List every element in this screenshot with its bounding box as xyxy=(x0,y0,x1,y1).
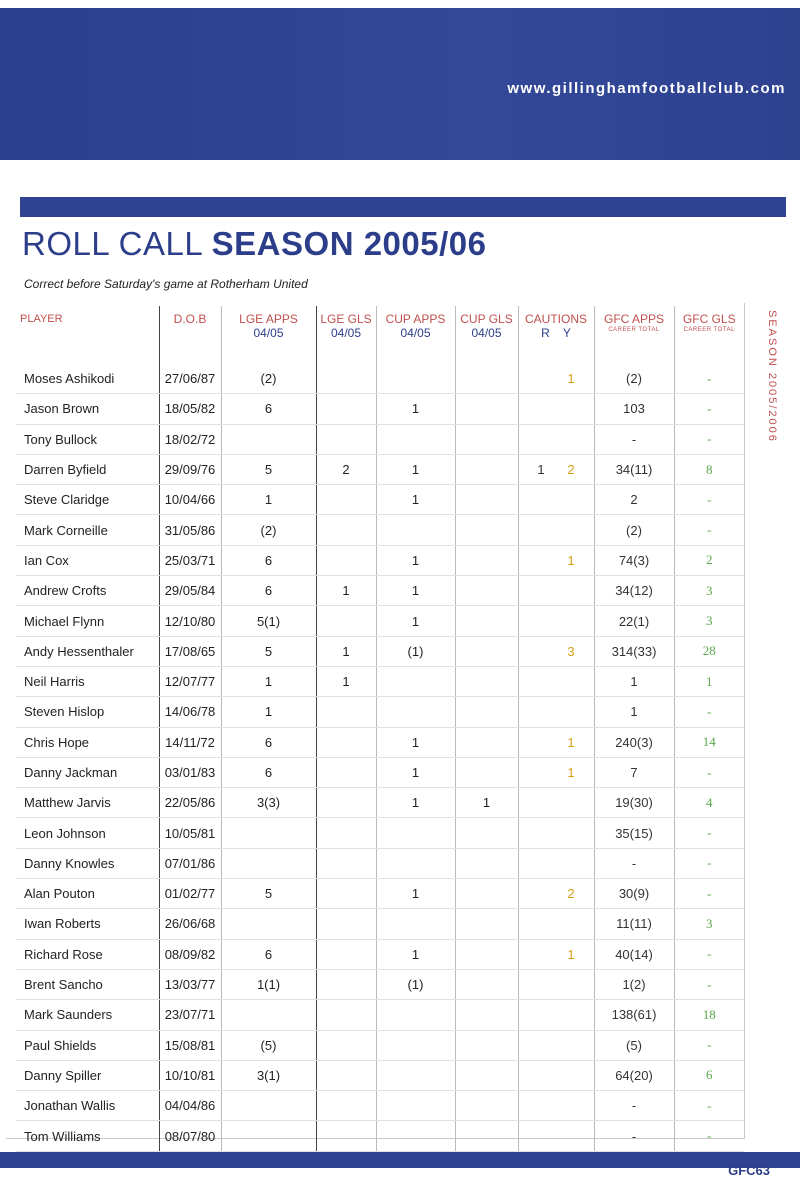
player-name: Moses Ashikodi xyxy=(16,364,159,394)
cup-gls xyxy=(455,1000,518,1030)
cautions xyxy=(518,1060,594,1090)
gfc-gls: - xyxy=(674,1030,744,1060)
gfc-gls: 28 xyxy=(674,636,744,666)
lge-gls: 1 xyxy=(316,636,376,666)
gfc-gls: 4 xyxy=(674,788,744,818)
player-name: Steven Hislop xyxy=(16,697,159,727)
gfc-gls: - xyxy=(674,394,744,424)
lge-apps xyxy=(221,818,316,848)
cup-gls xyxy=(455,545,518,575)
lge-apps: 3(1) xyxy=(221,1060,316,1090)
cup-apps: (1) xyxy=(376,636,455,666)
cautions xyxy=(518,1000,594,1030)
player-name: Brent Sancho xyxy=(16,969,159,999)
gfc-apps: 40(14) xyxy=(594,939,674,969)
cup-apps: 1 xyxy=(376,757,455,787)
player-name: Danny Knowles xyxy=(16,848,159,878)
gfc-gls: 18 xyxy=(674,1000,744,1030)
title-part-2: SEASON 2005/06 xyxy=(211,225,487,262)
gfc-apps: 314(33) xyxy=(594,636,674,666)
cup-apps: 1 xyxy=(376,879,455,909)
lge-apps xyxy=(221,1121,316,1151)
cautions xyxy=(518,1091,594,1121)
side-label: SEASON 2005/2006 xyxy=(766,310,778,443)
header-cup-gls: CUP GLS 04/05 xyxy=(455,306,518,364)
cautions xyxy=(518,515,594,545)
cup-gls xyxy=(455,879,518,909)
lge-apps: 6 xyxy=(221,939,316,969)
page-title xyxy=(22,225,486,263)
cup-apps xyxy=(376,848,455,878)
gfc-gls: - xyxy=(674,848,744,878)
cup-gls: 1 xyxy=(455,788,518,818)
gfc-apps: - xyxy=(594,1121,674,1151)
header-cautions: CAUTIONS R Y xyxy=(518,306,594,364)
player-dob: 08/07/80 xyxy=(159,1121,221,1151)
player-dob: 13/03/77 xyxy=(159,969,221,999)
lge-apps: 6 xyxy=(221,394,316,424)
cautions xyxy=(518,636,594,666)
lge-gls xyxy=(316,1091,376,1121)
lge-gls xyxy=(316,788,376,818)
player-dob: 22/05/86 xyxy=(159,788,221,818)
cup-gls xyxy=(455,757,518,787)
header-gfc-apps: GFC APPS CAREER TOTAL xyxy=(594,306,674,364)
cautions xyxy=(518,788,594,818)
header-dob: D.O.B xyxy=(159,306,221,364)
table-row xyxy=(16,879,744,909)
lge-gls xyxy=(316,879,376,909)
title-part-1: ROLL CALL xyxy=(22,225,212,262)
cup-apps xyxy=(376,1121,455,1151)
lge-apps: 3(3) xyxy=(221,788,316,818)
cup-gls xyxy=(455,424,518,454)
gfc-gls: 6 xyxy=(674,1060,744,1090)
cup-gls xyxy=(455,576,518,606)
lge-gls xyxy=(316,606,376,636)
table-row xyxy=(16,1121,744,1151)
lge-gls xyxy=(316,939,376,969)
player-dob: 04/04/86 xyxy=(159,1091,221,1121)
cup-gls xyxy=(455,818,518,848)
gfc-gls: - xyxy=(674,969,744,999)
cautions xyxy=(518,394,594,424)
player-name: Jonathan Wallis xyxy=(16,1091,159,1121)
header-lge-apps: LGE APPS 04/05 xyxy=(221,306,316,364)
lge-apps: 6 xyxy=(221,757,316,787)
player-name: Jason Brown xyxy=(16,394,159,424)
cautions xyxy=(518,939,594,969)
caution-yellow: 3 xyxy=(567,643,575,659)
lge-gls: 1 xyxy=(316,666,376,696)
player-dob: 10/05/81 xyxy=(159,818,221,848)
table-row xyxy=(16,364,744,394)
lge-gls xyxy=(316,818,376,848)
lge-apps: 5(1) xyxy=(221,606,316,636)
player-name: Ian Cox xyxy=(16,545,159,575)
cup-gls xyxy=(455,848,518,878)
player-dob: 23/07/71 xyxy=(159,1000,221,1030)
gfc-gls: 1 xyxy=(674,666,744,696)
table-row xyxy=(16,545,744,575)
player-name: Danny Spiller xyxy=(16,1060,159,1090)
table-body xyxy=(16,364,744,1151)
gfc-gls: 3 xyxy=(674,606,744,636)
cautions xyxy=(518,545,594,575)
table-row xyxy=(16,485,744,515)
cup-apps xyxy=(376,515,455,545)
cup-gls xyxy=(455,1030,518,1060)
gfc-apps: 11(11) xyxy=(594,909,674,939)
cautions xyxy=(518,909,594,939)
club-url[interactable]: www.gillinghamfootballclub.com xyxy=(507,80,786,97)
caution-red: 1 xyxy=(537,462,545,478)
header-gfc-gls: GFC GLS CAREER TOTAL xyxy=(682,312,736,333)
player-name: Leon Johnson xyxy=(16,818,159,848)
header-cup-apps: CUP APPS 04/05 xyxy=(376,306,455,364)
cup-gls xyxy=(455,1060,518,1090)
lge-gls xyxy=(316,515,376,545)
lge-apps: (5) xyxy=(221,1030,316,1060)
table-row xyxy=(16,454,744,484)
roll-call-table xyxy=(16,306,744,1152)
table-row xyxy=(16,818,744,848)
table-row xyxy=(16,909,744,939)
gfc-apps: 7 xyxy=(594,757,674,787)
gfc-gls: - xyxy=(674,757,744,787)
cup-gls xyxy=(455,364,518,394)
player-dob: 07/01/86 xyxy=(159,848,221,878)
player-dob: 01/02/77 xyxy=(159,879,221,909)
lge-apps xyxy=(221,848,316,878)
player-name: Chris Hope xyxy=(16,727,159,757)
player-name: Neil Harris xyxy=(16,666,159,696)
gfc-gls: 14 xyxy=(674,727,744,757)
cup-gls xyxy=(455,394,518,424)
caution-yellow: 2 xyxy=(567,886,575,902)
lge-gls xyxy=(316,697,376,727)
table-row xyxy=(16,1030,744,1060)
gfc-apps: - xyxy=(594,424,674,454)
gfc-gls: - xyxy=(674,818,744,848)
table-row xyxy=(16,757,744,787)
header-player: PLAYER xyxy=(16,306,159,364)
caution-yellow: 1 xyxy=(567,765,575,780)
table-row xyxy=(16,1000,744,1030)
table-header-row xyxy=(16,306,744,364)
lge-apps: 1 xyxy=(221,697,316,727)
lge-gls xyxy=(316,364,376,394)
cup-apps: 1 xyxy=(376,454,455,484)
lge-apps xyxy=(221,909,316,939)
cup-apps: 1 xyxy=(376,485,455,515)
player-name: Alan Pouton xyxy=(16,879,159,909)
lge-apps: 5 xyxy=(221,879,316,909)
table-row xyxy=(16,697,744,727)
cup-apps: 1 xyxy=(376,939,455,969)
player-dob: 15/08/81 xyxy=(159,1030,221,1060)
cautions xyxy=(518,454,594,484)
lge-gls xyxy=(316,727,376,757)
table-row xyxy=(16,576,744,606)
lge-gls xyxy=(316,485,376,515)
cup-gls xyxy=(455,1121,518,1151)
player-name: Richard Rose xyxy=(16,939,159,969)
gfc-apps: 103 xyxy=(594,394,674,424)
gfc-gls: - xyxy=(674,364,744,394)
lge-apps: 6 xyxy=(221,727,316,757)
player-dob: 17/08/65 xyxy=(159,636,221,666)
player-name: Darren Byfield xyxy=(16,454,159,484)
table-row xyxy=(16,969,744,999)
caution-yellow: 1 xyxy=(567,734,575,750)
header-band xyxy=(0,8,800,160)
gfc-apps: 1(2) xyxy=(594,969,674,999)
cup-gls xyxy=(455,1091,518,1121)
lge-gls xyxy=(316,1030,376,1060)
gfc-gls: 2 xyxy=(674,545,744,575)
player-name: Andy Hessenthaler xyxy=(16,636,159,666)
player-dob: 12/10/80 xyxy=(159,606,221,636)
table-row xyxy=(16,788,744,818)
gfc-apps: 64(20) xyxy=(594,1060,674,1090)
player-name: Andrew Crofts xyxy=(16,576,159,606)
cup-apps: 1 xyxy=(376,727,455,757)
gfc-apps: 35(15) xyxy=(594,818,674,848)
player-dob: 14/06/78 xyxy=(159,697,221,727)
table-row xyxy=(16,939,744,969)
gfc-gls: - xyxy=(674,939,744,969)
lge-apps: (2) xyxy=(221,515,316,545)
player-name: Michael Flynn xyxy=(16,606,159,636)
lge-gls xyxy=(316,1060,376,1090)
cup-apps xyxy=(376,1030,455,1060)
table-row xyxy=(16,848,744,878)
cautions xyxy=(518,1121,594,1151)
gfc-apps: 240(3) xyxy=(594,727,674,757)
footer-band xyxy=(0,1152,800,1168)
cautions xyxy=(518,666,594,696)
lge-apps: 5 xyxy=(221,454,316,484)
player-dob: 27/06/87 xyxy=(159,364,221,394)
gfc-apps: - xyxy=(594,1091,674,1121)
cup-apps xyxy=(376,666,455,696)
player-dob: 12/07/77 xyxy=(159,666,221,696)
cup-gls xyxy=(455,454,518,484)
gfc-apps: 19(30) xyxy=(594,788,674,818)
player-dob: 18/02/72 xyxy=(159,424,221,454)
cup-apps xyxy=(376,909,455,939)
cup-apps: 1 xyxy=(376,576,455,606)
cautions xyxy=(518,606,594,636)
player-dob: 26/06/68 xyxy=(159,909,221,939)
cautions xyxy=(518,485,594,515)
cup-gls xyxy=(455,939,518,969)
lge-gls: 2 xyxy=(316,454,376,484)
gfc-apps: 22(1) xyxy=(594,606,674,636)
cup-gls xyxy=(455,606,518,636)
table-row xyxy=(16,606,744,636)
player-dob: 29/09/76 xyxy=(159,454,221,484)
gfc-gls: - xyxy=(674,879,744,909)
cup-apps xyxy=(376,424,455,454)
lge-gls xyxy=(316,1121,376,1151)
cup-apps: 1 xyxy=(376,394,455,424)
player-dob: 31/05/86 xyxy=(159,515,221,545)
cautions xyxy=(518,818,594,848)
page-number: GFC63 xyxy=(728,1163,770,1178)
gfc-gls: 8 xyxy=(674,454,744,484)
table-row xyxy=(16,727,744,757)
player-name: Mark Corneille xyxy=(16,515,159,545)
cautions xyxy=(518,576,594,606)
player-name: Paul Shields xyxy=(16,1030,159,1060)
lge-gls xyxy=(316,394,376,424)
player-name: Tony Bullock xyxy=(16,424,159,454)
player-dob: 14/11/72 xyxy=(159,727,221,757)
cup-gls xyxy=(455,515,518,545)
gfc-apps: 74(3) xyxy=(594,545,674,575)
player-name: Danny Jackman xyxy=(16,757,159,787)
gfc-apps: 138(61) xyxy=(594,1000,674,1030)
cup-gls xyxy=(455,909,518,939)
cautions xyxy=(518,364,594,394)
player-dob: 08/09/82 xyxy=(159,939,221,969)
player-dob: 10/10/81 xyxy=(159,1060,221,1090)
table-row xyxy=(16,1091,744,1121)
cautions xyxy=(518,727,594,757)
cup-apps xyxy=(376,1091,455,1121)
cup-apps: 1 xyxy=(376,545,455,575)
player-name: Iwan Roberts xyxy=(16,909,159,939)
gfc-apps: 34(11) xyxy=(594,454,674,484)
caution-yellow: 2 xyxy=(567,462,575,478)
gfc-apps: 2 xyxy=(594,485,674,515)
gfc-apps: 1 xyxy=(594,697,674,727)
cup-apps xyxy=(376,697,455,727)
lge-apps xyxy=(221,424,316,454)
cup-apps: (1) xyxy=(376,969,455,999)
gfc-gls: - xyxy=(674,1091,744,1121)
table-row xyxy=(16,515,744,545)
player-dob: 03/01/83 xyxy=(159,757,221,787)
cup-apps xyxy=(376,818,455,848)
lge-apps: 5 xyxy=(221,636,316,666)
gfc-gls: 3 xyxy=(674,909,744,939)
gfc-apps: (5) xyxy=(594,1030,674,1060)
lge-gls xyxy=(316,1000,376,1030)
player-dob: 10/04/66 xyxy=(159,485,221,515)
cup-apps xyxy=(376,1060,455,1090)
lge-gls xyxy=(316,969,376,999)
cautions xyxy=(518,1030,594,1060)
player-dob: 25/03/71 xyxy=(159,545,221,575)
header-lge-gls: LGE GLS 04/05 xyxy=(316,306,376,364)
cautions xyxy=(518,969,594,999)
gfc-apps: 34(12) xyxy=(594,576,674,606)
gfc-apps: (2) xyxy=(594,364,674,394)
lge-gls xyxy=(316,545,376,575)
table-row xyxy=(16,1060,744,1090)
cup-apps: 1 xyxy=(376,788,455,818)
player-name: Tom Williams xyxy=(16,1121,159,1151)
table-row xyxy=(16,666,744,696)
gfc-apps: 1 xyxy=(594,666,674,696)
cautions xyxy=(518,879,594,909)
gfc-gls: - xyxy=(674,424,744,454)
player-name: Matthew Jarvis xyxy=(16,788,159,818)
cup-apps: 1 xyxy=(376,606,455,636)
gfc-apps: 30(9) xyxy=(594,879,674,909)
gfc-gls: - xyxy=(674,697,744,727)
cup-apps xyxy=(376,1000,455,1030)
lge-apps: 6 xyxy=(221,576,316,606)
cautions xyxy=(518,757,594,787)
lge-apps xyxy=(221,1091,316,1121)
lge-gls xyxy=(316,757,376,787)
cautions xyxy=(518,848,594,878)
lge-gls xyxy=(316,424,376,454)
lge-gls xyxy=(316,909,376,939)
cup-gls xyxy=(455,969,518,999)
table-row xyxy=(16,394,744,424)
player-dob: 29/05/84 xyxy=(159,576,221,606)
section-bar xyxy=(20,197,786,217)
lge-gls: 1 xyxy=(316,576,376,606)
cup-gls xyxy=(455,697,518,727)
gfc-gls: 3 xyxy=(674,576,744,606)
cup-gls xyxy=(455,485,518,515)
lge-apps: 1 xyxy=(221,666,316,696)
gfc-apps: (2) xyxy=(594,515,674,545)
caution-yellow: 1 xyxy=(567,371,575,387)
cup-apps xyxy=(376,364,455,394)
gfc-gls: - xyxy=(674,485,744,515)
lge-apps: 1(1) xyxy=(221,969,316,999)
table-row xyxy=(16,636,744,666)
lge-apps: (2) xyxy=(221,364,316,394)
table-row xyxy=(16,424,744,454)
caution-yellow: 1 xyxy=(567,552,575,568)
cup-gls xyxy=(455,636,518,666)
cautions xyxy=(518,697,594,727)
cup-gls xyxy=(455,666,518,696)
gfc-apps: - xyxy=(594,848,674,878)
cup-gls xyxy=(455,727,518,757)
lge-apps: 1 xyxy=(221,485,316,515)
player-name: Steve Claridge xyxy=(16,485,159,515)
lge-gls xyxy=(316,848,376,878)
gfc-gls: - xyxy=(674,515,744,545)
player-dob: 18/05/82 xyxy=(159,394,221,424)
caution-yellow: 1 xyxy=(567,946,575,962)
player-name: Mark Saunders xyxy=(16,1000,159,1030)
subtitle: Correct before Saturday's game at Rotherham United xyxy=(24,277,308,291)
gfc-gls: - xyxy=(674,1121,744,1151)
lge-apps: 6 xyxy=(221,545,316,575)
lge-apps xyxy=(221,1000,316,1030)
cautions xyxy=(518,424,594,454)
